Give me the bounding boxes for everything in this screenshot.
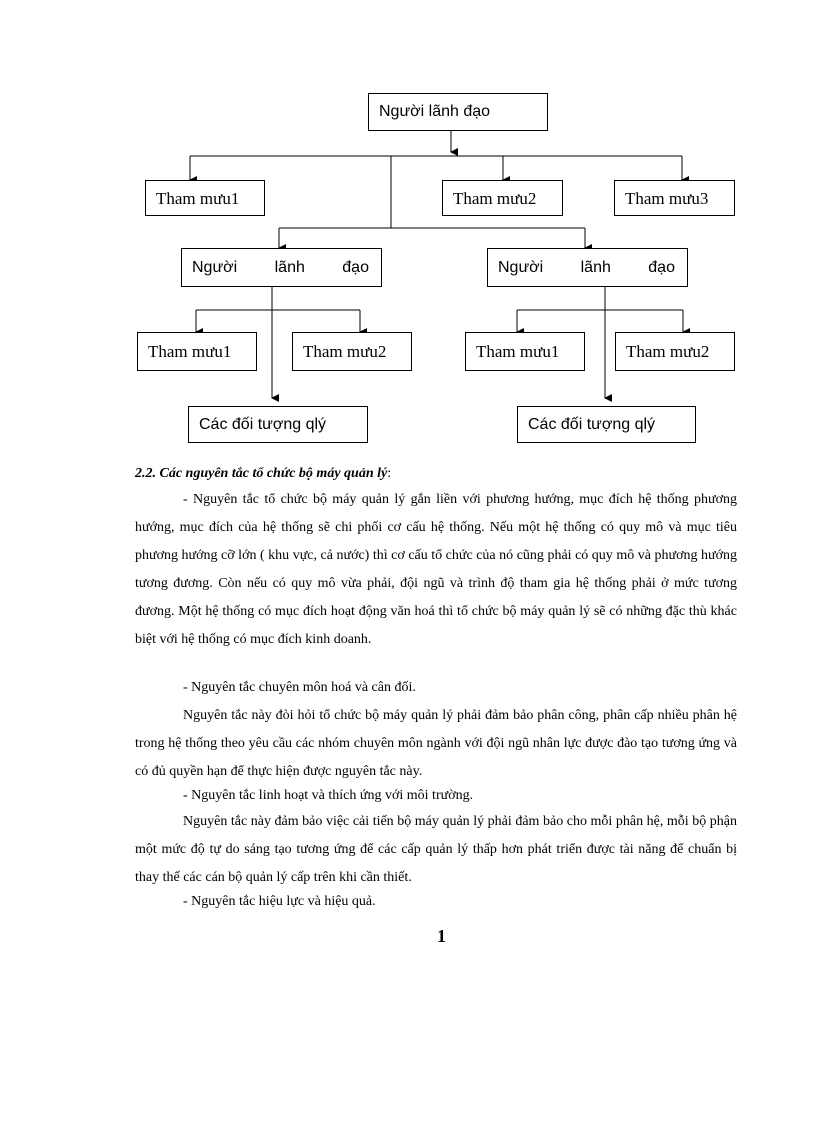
top-advisor-2-box	[442, 180, 563, 216]
right-leader-word-2: lãnh	[580, 258, 611, 276]
left-advisor-1-label: Tham mưu1	[148, 342, 232, 361]
top-advisor-3-box	[614, 180, 735, 216]
right-branch-leader-box	[487, 248, 688, 287]
paragraph-5: Nguyên tắc này đảm bảo việc cải tiến bộ máy quản lý phải đảm bảo cho mỗi phân hệ, mỗi bộ phận một mức độ tự do sáng tạo tương ứng để các cấp quản lý thấp hơn phát triển được tài năng để chuẩn bị thay thế các cán bộ quản lý cấp trên khi cần thiết.	[135, 814, 737, 885]
left-advisor-2-box	[292, 332, 412, 371]
left-subjects-box	[188, 406, 368, 443]
section-heading	[135, 466, 391, 482]
section-heading-text: 2.2. Các nguyên tắc tổ chức bộ máy quản lý	[135, 466, 388, 481]
section-heading-colon: :	[387, 466, 392, 481]
top-leader-label: Người lãnh đạo	[379, 103, 491, 120]
right-subjects-box	[517, 406, 696, 443]
left-advisor-2-label: Tham mưu2	[303, 342, 387, 361]
right-leader-word-3: đạo	[648, 258, 675, 276]
right-leader-word-1: Người	[498, 258, 544, 276]
left-leader-word-2: lãnh	[274, 258, 305, 276]
top-leader-box	[368, 93, 548, 131]
top-advisor-1-label: Tham mưu1	[156, 188, 240, 208]
right-advisor-2-label: Tham mưu2	[626, 342, 710, 361]
right-advisor-1-box	[465, 332, 585, 371]
paragraph-1: - Nguyên tắc tổ chức bộ máy quản lý gắn liền với phương hướng, mục đích hệ thống phương hướng, mục đích của hệ thống sẽ chi phối cơ cấu hệ thống. Nếu một hệ thống có quy mô và mục tiêu phương hướng cỡ lớn ( khu vực, cả nước) thì cơ cấu tổ chức của nó cũng phải có quy mô và phương hướng tương đương. Còn nếu có quy mô vừa phải, đội ngũ và trình độ tham gia hệ thống phải ở mức tương đương. Một hệ thống có mục đích hoạt động văn hoá thì tổ chức bộ máy quản lý sẽ có những đặc thù khác biệt với hệ thống có mục đích kinh doanh.	[135, 492, 737, 647]
paragraph-3: Nguyên tắc này đòi hỏi tổ chức bộ máy quản lý phải đảm bảo phân công, phân cấp nhiều phân hệ trong hệ thống theo yêu cầu các nhóm chuyên môn ngành với đội ngũ nhân lực được đào tạo tương ứng và có đủ quyền hạn để thực hiện được nguyên tắc này.	[135, 708, 737, 779]
paragraph-6: - Nguyên tắc hiệu lực và hiệu quả.	[183, 894, 376, 909]
top-advisor-3-label: Tham mưu3	[625, 188, 709, 208]
page-number: 1	[437, 926, 446, 946]
right-advisor-1-label: Tham mưu1	[476, 342, 560, 361]
top-advisor-2-label: Tham mưu2	[453, 188, 537, 208]
left-branch-leader-box	[181, 248, 382, 287]
right-advisor-2-box	[615, 332, 735, 371]
left-leader-word-3: đạo	[342, 258, 369, 276]
left-subjects-label: Các đối tượng qlý	[199, 415, 327, 433]
paragraph-2: - Nguyên tắc chuyên môn hoá và cân đối.	[183, 680, 416, 695]
org-chart-connectors	[0, 0, 816, 460]
top-advisor-1-box	[145, 180, 265, 216]
left-advisor-1-box	[137, 332, 257, 371]
right-subjects-label: Các đối tượng qlý	[528, 415, 656, 433]
left-leader-word-1: Người	[192, 258, 238, 276]
paragraph-4: - Nguyên tắc linh hoạt và thích ứng với môi trường.	[183, 788, 474, 803]
